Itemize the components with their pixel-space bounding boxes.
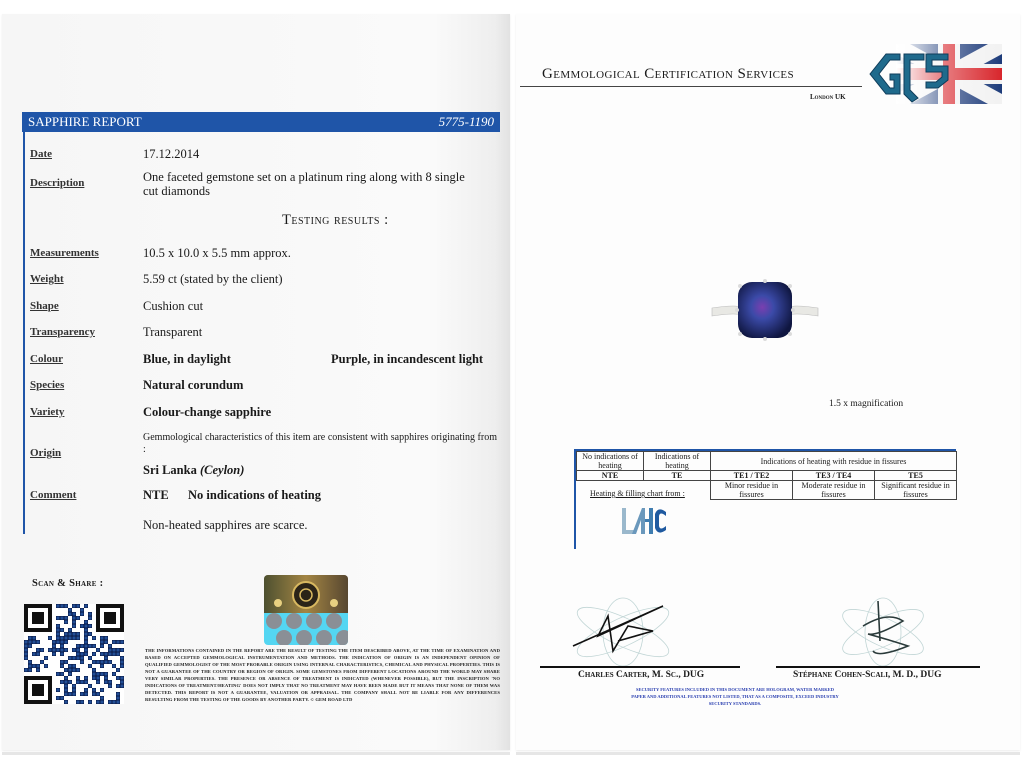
qr-module [76,604,80,608]
qr-module [116,696,120,700]
sapphire-ring-photo [710,278,820,342]
species-value: Natural corundum [143,378,244,392]
qr-module [88,612,92,616]
qr-module [80,656,84,660]
transparency-value: Transparent [143,325,203,339]
disclaimer-text: THE INFORMATIONS CONTAINED IN THE REPORT ARE THE RESULT OF TESTING THE ITEM DESCRIBED ABOVE, AT THE TIME OF EXAMINATION AND BASED ON ACCEPTED GEMMOLOGICAL INSTRUMENTATION AND METHODS. THE INDICATION OF ORIGIN IS AN INDEPENDENT OPINION OF QUALIFIED GEMMOLOGIST OF THE MOST PROBABLE ORIGIN USING INTERNAL CHARACTERISTICS, CHEMICAL AND PHYSICAL PROPERTIES. THIS IS NOT A GUARANTEE OF THE COUNTRY OR REGION OF ORIGIN. SOME GEMSTONES FROM DIFFERENT LOCATIONS AROUND THE WORLD MAY SHARE VERY SIMILAR PROPERTIES. THE PRESENCE OR ABSENCE OF TREATMENT IS INDICATED (WHENEVER POSSIBLE), BUT THE INSCRIPTION 'NO INDICATIONS OF TREATMENT/HEATING' DOES NOT IMPLY THAT NO TREATMENT MAY HAVE BEEN MADE BUT IT MEANS THAT NONE OF THEM WAS DETECTED. THIS REPORT IS NOT A GUARANTEE, VALUATION OR APPRAISAL. THE COMPANY SHALL NOT BE LIABLE FOR ANY DIFFERENCES RESULTING FROM THE TESTING OF THE GOODS BY ANOTHER PARTY. © GEM ROAD LTD [145,648,500,702]
qr-module [68,632,72,636]
colour-daylight-value: Blue, in daylight [143,352,231,366]
qr-module [28,644,32,648]
qr-module [120,656,124,660]
qr-module [72,612,76,616]
variety-label: Variety [30,406,65,418]
qr-module [56,636,60,640]
table-row [577,452,957,471]
species-label: Species [30,379,65,391]
qr-module [84,628,88,632]
qr-module [32,640,36,644]
qr-module [100,636,104,640]
qr-module [68,692,72,696]
signature-stephane-cohen-scali [838,596,948,668]
qr-module [72,692,76,696]
qr-module [60,672,64,676]
qr-module [92,652,96,656]
qr-module [56,624,60,628]
qr-module [44,664,48,668]
origin-country-name: Sri Lanka [143,463,197,477]
qr-module [76,668,80,672]
qr-module [80,608,84,612]
qr-module [112,672,116,676]
qr-module [92,692,96,696]
qr-module [72,684,76,688]
qr-module [108,680,112,684]
qr-module [64,660,68,664]
qr-module [32,652,36,656]
qr-module [84,644,88,648]
qr-module [24,648,28,652]
qr-module [56,632,60,636]
qr-module [96,648,100,652]
qr-module [120,660,124,664]
qr-module [116,652,120,656]
qr-module [88,616,92,620]
qr-module [112,640,116,644]
qr-module [24,656,28,660]
qr-module [64,632,68,636]
comment-note: Non-heated sapphires are scarce. [143,518,308,532]
qr-module [100,664,104,668]
left-border-rule [23,132,25,534]
qr-module [40,660,44,664]
qr-module [80,660,84,664]
qr-module [92,676,96,680]
qr-module [88,700,92,704]
table-cell: TE1 / TE2 [711,471,793,481]
qr-module [56,640,60,644]
comment-code: NTE [143,488,169,502]
qr-module [76,700,80,704]
qr-module [60,636,64,640]
signature-line [540,666,740,668]
qr-module [56,696,60,700]
lhc-logo-icon [618,506,668,536]
qr-module [84,624,88,628]
qr-module [52,644,56,648]
qr-module [84,640,88,644]
colour-incandescent-value: Purple, in incandescent light [331,352,484,366]
qr-module [60,648,64,652]
qr-module [52,652,56,656]
table-cell: Indications of heating with residue in fissures [711,452,957,471]
qr-module [68,628,72,632]
shape-label: Shape [30,300,59,312]
qr-module [64,616,68,620]
qr-module [72,656,76,660]
qr-module [80,624,84,628]
qr-module [96,676,100,680]
magnification-caption: 1.5 x magnification [829,399,904,409]
qr-module [64,668,68,672]
qr-module [84,620,88,624]
qr-module [80,644,84,648]
qr-module [100,644,104,648]
qr-module [84,648,88,652]
qr-module [24,644,28,648]
shape-value: Cushion cut [143,299,204,313]
company-name: Gemmological Certification Services [542,66,795,82]
qr-module [100,700,104,704]
qr-module [68,672,72,676]
qr-module [108,660,112,664]
qr-module [56,628,60,632]
table-cell: NTE [577,471,644,481]
qr-module [116,668,120,672]
qr-module [60,616,64,620]
qr-module [32,664,36,668]
qr-module [108,648,112,652]
qr-module [76,644,80,648]
qr-module [104,660,108,664]
description-line2: cut diamonds [143,184,211,198]
qr-module [68,664,72,668]
qr-module [92,636,96,640]
table-cell: No indications of heating [577,452,644,471]
qr-module [76,652,80,656]
qr-module [104,680,108,684]
description-line1: One faceted gemstone set on a platinum ring along with 8 single [143,170,465,184]
qr-module [96,672,100,676]
table-cell: Significant residue in fissures [875,481,957,500]
qr-module [84,676,88,680]
qr-module [64,604,68,608]
transparency-label: Transparency [30,326,95,338]
qr-module [60,664,64,668]
qr-module [36,648,40,652]
qr-module [56,616,60,620]
company-location: London UK [810,93,846,101]
qr-module [116,676,120,680]
qr-module [60,644,64,648]
qr-module [68,608,72,612]
qr-module [84,680,88,684]
colour-label: Colour [30,353,63,365]
signer-name-2: Stéphane Cohen-Scali, M. D., DUG [793,670,942,680]
qr-module [28,668,32,672]
qr-module [60,660,64,664]
origin-note: Gemmological characteristics of this item are consistent with sapphires originating from : [143,432,497,455]
variety-value: Colour-change sapphire [143,405,272,419]
qr-module [44,656,48,660]
qr-module [96,700,100,704]
qr-module [60,696,64,700]
qr-module [104,652,108,656]
qr-module [36,652,40,656]
qr-module [120,680,124,684]
qr-module [112,648,116,652]
qr-module [108,684,112,688]
qr-module [104,672,108,676]
qr-module [72,616,76,620]
qr-module [92,660,96,664]
origin-label: Origin [30,447,62,459]
qr-module [96,692,100,696]
qr-module [52,640,56,644]
table-cell: TE [644,471,711,481]
origin-country-alt: (Ceylon) [199,463,245,477]
qr-module [36,668,40,672]
qr-module [88,684,92,688]
qr-module [24,640,28,644]
qr-module [64,700,68,704]
qr-module [28,636,32,640]
qr-module [36,664,40,668]
qr-module [92,668,96,672]
qr-module [84,652,88,656]
qr-module [64,680,68,684]
qr-module [64,640,68,644]
qr-module [60,640,64,644]
weight-label: Weight [30,273,64,285]
qr-module [84,692,88,696]
qr-module [76,656,80,660]
qr-module [60,628,64,632]
qr-module [28,664,32,668]
qr-module [72,636,76,640]
qr-module [100,640,104,644]
origin-country [143,463,244,478]
qr-module [84,604,88,608]
qr-module [80,612,84,616]
qr-module [104,636,108,640]
qr-module [64,688,68,692]
qr-module [76,676,80,680]
page-edge [516,752,1020,755]
qr-module [88,644,92,648]
table-row [577,471,957,481]
qr-module [72,648,76,652]
qr-module [92,672,96,676]
qr-module [108,700,112,704]
table-cell: TE3 / TE4 [793,471,875,481]
qr-module [88,664,92,668]
security-note: SECURITY FEATURES INCLUDED IN THIS DOCUMENT ARE HOLOGRAM, WATER MARKED PAPER AND ADDITIONAL FEATURES NOT LISTED, THAT AS A COMPOSITE, EXCEED INDUSTRY SECURITY STANDARDS. [631,687,839,706]
table-cell: Indications of heating [644,452,711,471]
qr-module [100,688,104,692]
qr-module [32,636,36,640]
qr-module [68,668,72,672]
qr-module [56,648,60,652]
qr-module [60,652,64,656]
company-rule [520,86,862,87]
report-header-bar [22,112,500,132]
qr-module [72,624,76,628]
qr-module [76,636,80,640]
qr-module [120,664,124,668]
qr-module [64,648,68,652]
qr-module [28,660,32,664]
qr-module [88,656,92,660]
qr-module [56,672,60,676]
qr-module [116,692,120,696]
comment-value: No indications of heating [188,488,322,502]
date-label: Date [30,148,52,160]
qr-module [92,688,96,692]
qr-module [100,660,104,664]
report-number: 5775-1190 [438,114,494,129]
qr-module [88,632,92,636]
qr-module [68,656,72,660]
qr-module [52,648,56,652]
signature-line [776,666,980,668]
qr-module [80,692,84,696]
qr-module [56,604,60,608]
qr-module [92,644,96,648]
qr-module [76,648,80,652]
qr-module [36,640,40,644]
qr-module [40,648,44,652]
qr-code[interactable] [24,604,124,704]
qr-module [116,700,120,704]
qr-module [60,604,64,608]
qr-module [24,668,28,672]
qr-module [104,656,108,660]
qr-module [120,684,124,688]
qr-module [48,648,52,652]
testing-results-heading: Testing results : [282,212,389,228]
qr-module [120,648,124,652]
qr-module [120,640,124,644]
qr-module [72,668,76,672]
qr-module [72,632,76,636]
qr-module [64,684,68,688]
signer-name-1: Charles Carter, M. Sc., DUG [578,670,705,680]
qr-module [88,624,92,628]
qr-module [112,652,116,656]
table-cell: Minor residue in fissures [711,481,793,500]
qr-module [68,680,72,684]
qr-module [100,652,104,656]
qr-module [116,640,120,644]
qr-module [100,696,104,700]
qr-module [68,612,72,616]
qr-module [96,680,100,684]
comment-label: Comment [30,489,77,501]
qr-module [96,660,100,664]
qr-module [108,652,112,656]
qr-module [64,620,68,624]
gcs-logo-icon [866,44,1002,104]
report-title: SAPPHIRE REPORT [28,114,142,129]
table-cell: TE5 [875,471,957,481]
page-edge [2,752,510,755]
scan-share-label: Scan & Share : [32,578,104,589]
qr-module [72,620,76,624]
qr-module [84,636,88,640]
qr-module [76,680,80,684]
qr-module [76,632,80,636]
description-label: Description [30,177,85,189]
qr-module [64,692,68,696]
date-value: 17.12.2014 [143,147,200,161]
qr-module [28,640,32,644]
weight-value: 5.59 ct (stated by the client) [143,272,283,286]
qr-module [84,688,88,692]
qr-module [48,636,52,640]
qr-module [56,688,60,692]
qr-module [116,684,120,688]
qr-module [112,700,116,704]
hologram-seal-icon [264,575,348,645]
qr-module [64,636,68,640]
qr-module [104,640,108,644]
qr-module [84,632,88,636]
qr-module [72,604,76,608]
qr-module [72,688,76,692]
qr-module [112,664,116,668]
qr-module [108,644,112,648]
qr-module [80,700,84,704]
heating-chart-source-label: Heating & filling chart from : [590,489,685,498]
qr-module [68,636,72,640]
qr-module [100,672,104,676]
measurements-label: Measurements [30,247,99,259]
qr-module [80,680,84,684]
table-cell: Moderate residue in fissures [793,481,875,500]
qr-module [116,648,120,652]
qr-module [60,680,64,684]
qr-module [24,652,28,656]
qr-module [64,676,68,680]
qr-module [80,652,84,656]
qr-module [120,676,124,680]
qr-module [72,664,76,668]
qr-module [104,676,108,680]
signature-charles-carter [568,596,678,668]
qr-module [76,616,80,620]
measurements-value: 10.5 x 10.0 x 5.5 mm approx. [143,246,291,260]
